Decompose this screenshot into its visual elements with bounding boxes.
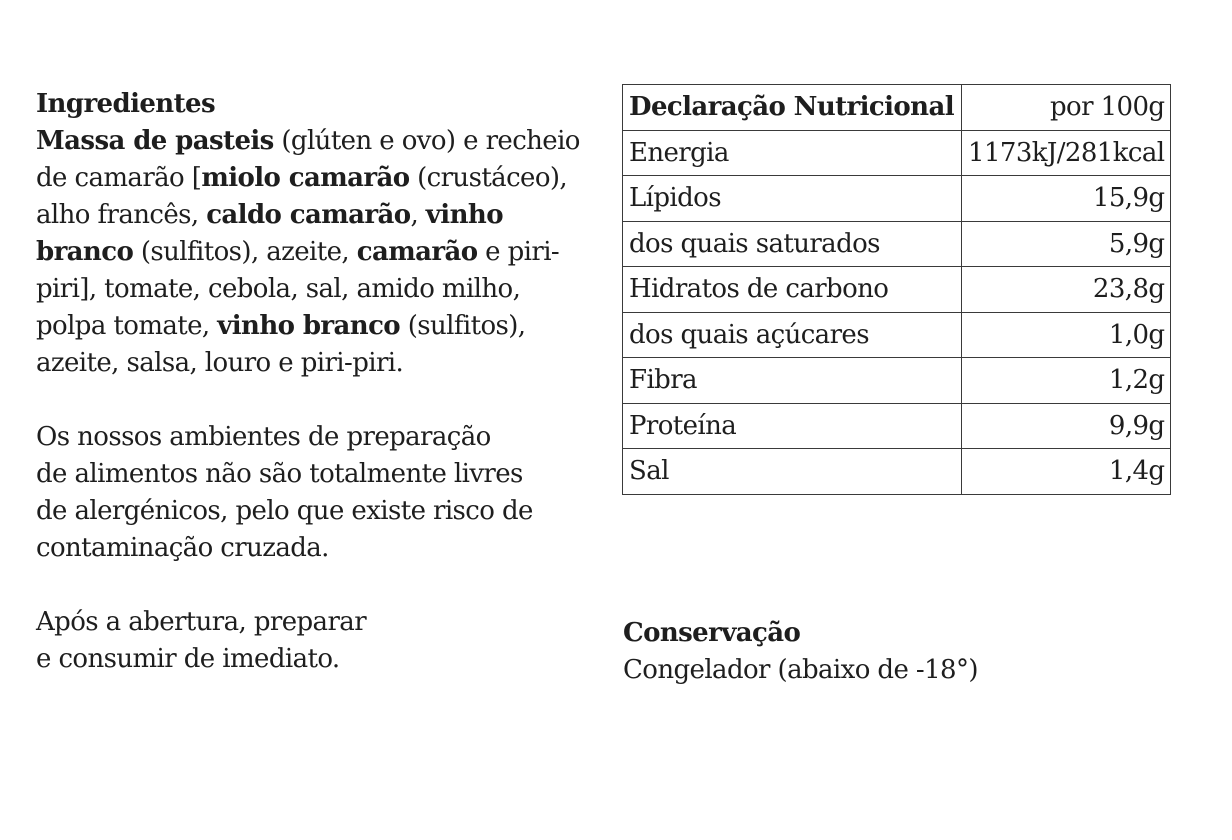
nutrition-value: 1,0g bbox=[962, 312, 1171, 358]
ingredient-text: alho francês, bbox=[36, 200, 207, 230]
nutrition-row bbox=[623, 403, 1171, 449]
allergens-line: de alergénicos, pelo que existe risco de bbox=[36, 496, 533, 526]
nutrition-row bbox=[623, 449, 1171, 495]
ingredients-section bbox=[36, 86, 596, 382]
ingredients-line bbox=[36, 160, 596, 197]
left-column bbox=[36, 86, 596, 715]
nutrition-value: 1,4g bbox=[962, 449, 1171, 495]
nutrition-label: Sal bbox=[623, 449, 962, 495]
ingredients-title: Ingredientes bbox=[36, 89, 215, 119]
allergens-line: contaminação cruzada. bbox=[36, 533, 329, 563]
nutrition-header-label: Declaração Nutricional bbox=[623, 85, 962, 131]
ingredient-highlight: camarão bbox=[356, 237, 478, 267]
nutrition-label: Fibra bbox=[623, 358, 962, 404]
nutrition-row bbox=[623, 221, 1171, 267]
nutrition-value: 1,2g bbox=[962, 358, 1171, 404]
nutrition-header-row bbox=[623, 85, 1171, 131]
ingredient-text: (crustáceo), bbox=[409, 163, 568, 193]
opening-line: Após a abertura, preparar bbox=[36, 607, 367, 637]
ingredient-text: polpa tomate, bbox=[36, 311, 218, 341]
allergens-line: Os nossos ambientes de preparação bbox=[36, 422, 491, 452]
nutrition-label: Hidratos de carbono bbox=[623, 267, 962, 313]
storage-text: Congelador (abaixo de -18°) bbox=[623, 655, 978, 685]
nutrition-label: dos quais açúcares bbox=[623, 312, 962, 358]
storage-section bbox=[623, 615, 978, 689]
ingredient-text: de camarão [ bbox=[36, 163, 202, 193]
nutrition-label: dos quais saturados bbox=[623, 221, 962, 267]
opening-instructions bbox=[36, 604, 596, 678]
ingredients-text bbox=[36, 123, 596, 382]
ingredient-text: e piri- bbox=[477, 237, 560, 267]
nutrition-row bbox=[623, 176, 1171, 222]
ingredients-line bbox=[36, 234, 596, 271]
ingredient-highlight: miolo camarão bbox=[201, 163, 410, 193]
ingredient-text: , bbox=[410, 200, 426, 230]
ingredient-text: piri], tomate, cebola, sal, amido milho, bbox=[36, 274, 521, 304]
allergens-line: de alimentos não são totalmente livres bbox=[36, 459, 523, 489]
ingredients-line bbox=[36, 197, 596, 234]
ingredients-line bbox=[36, 271, 596, 308]
ingredients-line bbox=[36, 345, 596, 382]
nutrition-value: 1173kJ/281kcal bbox=[962, 130, 1171, 176]
nutrition-header-value: por 100g bbox=[962, 85, 1171, 131]
ingredient-text: (sulfitos), azeite, bbox=[133, 237, 357, 267]
nutrition-row bbox=[623, 312, 1171, 358]
nutrition-value: 5,9g bbox=[962, 221, 1171, 267]
ingredient-highlight: caldo camarão bbox=[206, 200, 411, 230]
nutrition-value: 23,8g bbox=[962, 267, 1171, 313]
allergens-notice bbox=[36, 419, 596, 567]
ingredient-highlight: vinho branco bbox=[217, 311, 401, 341]
ingredients-line bbox=[36, 308, 596, 345]
nutrition-row bbox=[623, 267, 1171, 313]
nutrition-row bbox=[623, 358, 1171, 404]
nutrition-value: 15,9g bbox=[962, 176, 1171, 222]
ingredient-highlight: branco bbox=[36, 237, 134, 267]
ingredient-highlight: vinho bbox=[425, 200, 503, 230]
ingredients-line bbox=[36, 123, 596, 160]
ingredient-text: (sulfitos), bbox=[400, 311, 526, 341]
ingredient-highlight: Massa de pasteis bbox=[36, 126, 274, 156]
nutrition-table bbox=[622, 84, 1171, 495]
opening-line: e consumir de imediato. bbox=[36, 644, 340, 674]
storage-title: Conservação bbox=[623, 618, 801, 648]
nutrition-value: 9,9g bbox=[962, 403, 1171, 449]
ingredient-text: azeite, salsa, louro e piri-piri. bbox=[36, 348, 404, 378]
nutrition-label: Lípidos bbox=[623, 176, 962, 222]
nutrition-label: Energia bbox=[623, 130, 962, 176]
ingredient-text: (glúten e ovo) e recheio bbox=[273, 126, 580, 156]
nutrition-row bbox=[623, 130, 1171, 176]
nutrition-label: Proteína bbox=[623, 403, 962, 449]
